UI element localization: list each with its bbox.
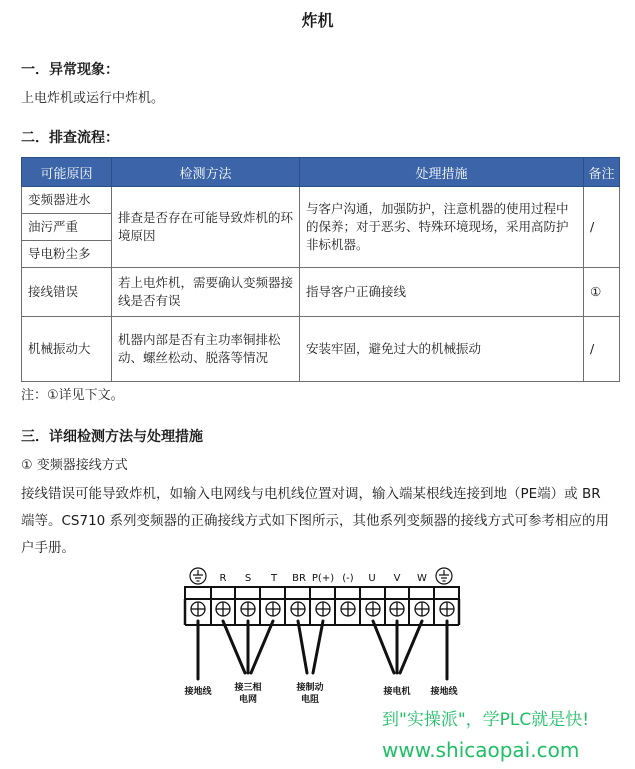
header-measure: 处理措施 xyxy=(300,158,584,187)
measure-cell: 与客户沟通，加强防护，注意机器的使用过程中的保养；对于恶劣、特殊环境现场，采用高防护非标机器。 xyxy=(300,187,584,268)
note-cell: ① xyxy=(584,268,620,317)
cause-cell: 接线错误 xyxy=(22,268,112,317)
cause-cell: 变频器进水 xyxy=(22,187,112,214)
terminal-label: S xyxy=(244,573,252,584)
header-cause: 可能原因 xyxy=(22,158,112,187)
watermark-slogan: 到"实操派"，学PLC就是快! xyxy=(382,710,590,730)
ground-icon xyxy=(190,568,206,584)
table-header-row xyxy=(22,158,620,187)
grid-label-line2: 电网 xyxy=(238,695,258,705)
method-cell: 机器内部是否有主功率铜排松动、螺丝松动、脱落等情况 xyxy=(112,317,300,382)
terminal-block xyxy=(185,587,459,625)
table-row xyxy=(22,317,620,382)
watermark-url: www.shicaopai.com xyxy=(382,738,580,762)
terminal-label: V xyxy=(393,573,401,584)
terminal-label: T xyxy=(270,573,278,584)
ground-wire-label: 接地线 xyxy=(430,687,458,697)
page-title: 炸机 xyxy=(301,11,334,30)
cause-cell: 机械振动大 xyxy=(22,317,112,382)
note-cell: / xyxy=(584,317,620,382)
terminal-label: (-) xyxy=(342,573,354,584)
grid-label-line1: 接三相 xyxy=(234,683,262,693)
wiring-diagram xyxy=(178,563,468,711)
note-cell: / xyxy=(584,187,620,268)
section-3-subheading: ① 变频器接线方式 xyxy=(21,458,128,473)
header-note: 备注 xyxy=(584,158,620,187)
measure-cell: 安装牢固，避免过大的机械振动 xyxy=(300,317,584,382)
brake-label-line1: 接制动 xyxy=(296,683,324,693)
table-row xyxy=(22,187,620,214)
terminal-label: W xyxy=(417,573,427,584)
measure-cell: 指导客户正确接线 xyxy=(300,268,584,317)
terminal-label: R xyxy=(219,573,227,584)
troubleshooting-table xyxy=(21,157,620,382)
table-row xyxy=(22,268,620,317)
method-cell: 排查是否存在可能导致炸机的环境原因 xyxy=(112,187,300,268)
section-3-paragraph: 接线错误可能导致炸机，如输入电网线与电机线位置对调，输入端某根线连接到地（PE端）或 BR 端等。CS710 系列变频器的正确接线方式如下图所示，其他系列变频器的接线方式可参考相应的用户手册。 xyxy=(21,486,610,556)
motor-label: 接电机 xyxy=(383,687,411,697)
section-1-text: 上电炸机或运行中炸机。 xyxy=(21,91,165,106)
terminal-label: BR xyxy=(292,573,306,584)
table-footnote: 注：①详见下文。 xyxy=(21,388,124,403)
ground-wire-label: 接地线 xyxy=(184,687,212,697)
wires xyxy=(198,621,447,679)
section-2-heading: 二．排查流程： xyxy=(21,130,119,146)
terminal-label: P(+) xyxy=(311,573,335,584)
header-method: 检测方法 xyxy=(112,158,300,187)
ground-icon xyxy=(436,568,452,584)
cause-cell: 油污严重 xyxy=(22,214,112,241)
cause-cell: 导电粉尘多 xyxy=(22,241,112,268)
screw-icons xyxy=(191,602,454,616)
method-cell: 若上电炸机，需要确认变频器接线是否有误 xyxy=(112,268,300,317)
section-3-heading: 三．详细检测方法与处理措施 xyxy=(21,429,203,445)
terminal-label: U xyxy=(368,573,376,584)
brake-label-line2: 电阻 xyxy=(300,695,320,705)
section-1-heading: 一．异常现象： xyxy=(21,62,119,78)
